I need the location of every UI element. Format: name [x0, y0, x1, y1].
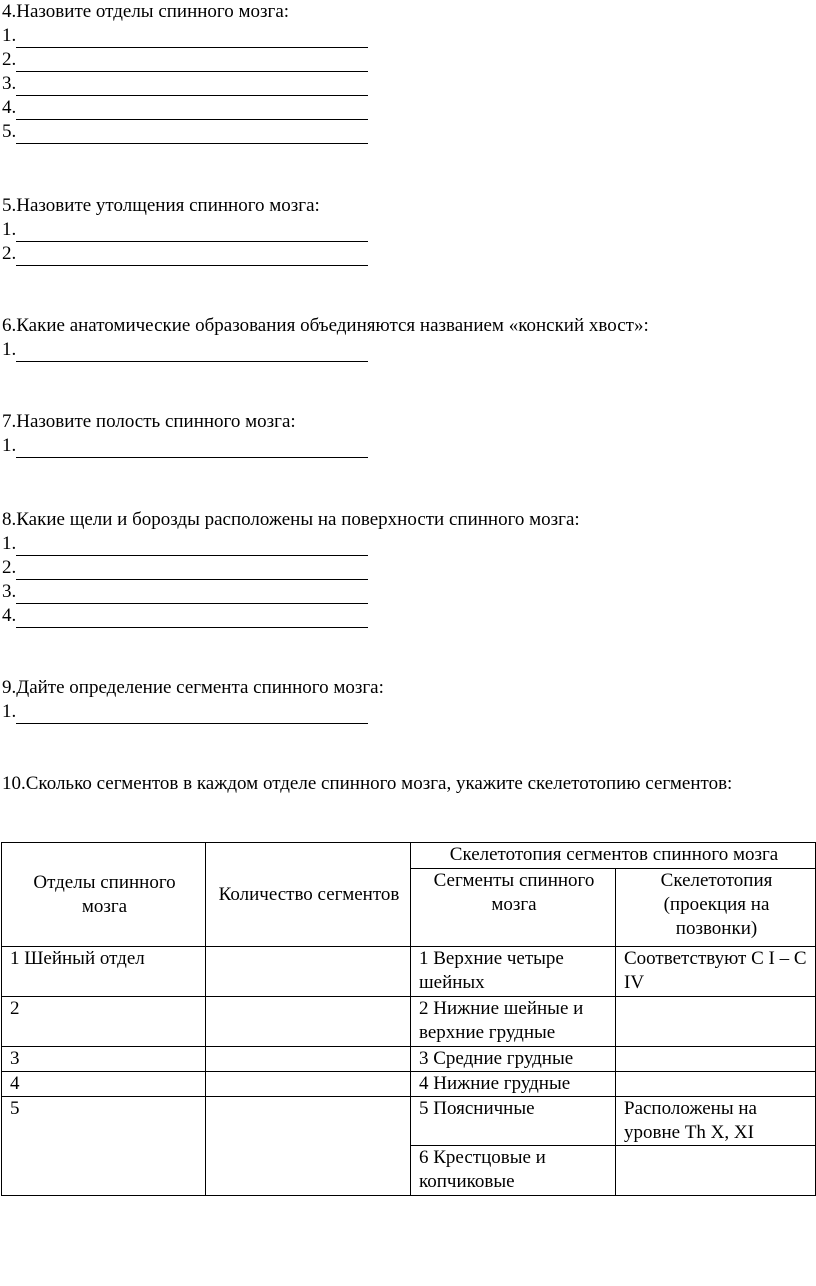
cell-segment: 1 Верхние четыре шейных: [411, 947, 616, 997]
cell-segment: 4 Нижние грудные: [411, 1072, 616, 1097]
answer-line[interactable]: [2, 72, 368, 96]
header-skeletotopy-group: Скелетотопия сегментов спинного мозга: [411, 843, 816, 869]
answer-number: 1.: [2, 25, 17, 46]
cell-projection[interactable]: [616, 1047, 816, 1072]
answer-number: 2.: [2, 49, 17, 70]
cell-division: 1 Шейный отдел: [2, 947, 206, 997]
question-title: 7.Назовите полость спинного мозга:: [2, 411, 296, 432]
answer-number: 1.: [2, 701, 17, 722]
cell-projection: Расположены на уровне Th X, XI: [616, 1097, 816, 1146]
answer-blank[interactable]: [16, 607, 368, 628]
question-6: [2, 314, 649, 362]
answer-number: 3.: [2, 581, 17, 602]
answer-number: 4.: [2, 97, 17, 118]
answer-line[interactable]: [2, 556, 580, 580]
question-7: [2, 410, 368, 458]
answer-line[interactable]: [2, 120, 368, 144]
answer-blank[interactable]: [16, 535, 368, 556]
cell-projection[interactable]: [616, 997, 816, 1047]
answer-number: 3.: [2, 73, 17, 94]
answer-number: 2.: [2, 557, 17, 578]
answer-line[interactable]: [2, 604, 580, 628]
question-title: 5.Назовите утолщения спинного мозга:: [2, 195, 320, 216]
question-10: [2, 772, 732, 796]
header-segment-count: Количество сегментов: [206, 843, 411, 947]
answer-blank[interactable]: [16, 245, 368, 266]
table-row: [2, 1047, 816, 1072]
cell-projection[interactable]: [616, 1072, 816, 1097]
answer-blank[interactable]: [16, 99, 368, 120]
answer-blank[interactable]: [16, 221, 368, 242]
cell-segment: 6 Крестцовые и копчиковые: [411, 1146, 616, 1196]
question-4: [2, 0, 368, 144]
question-title: 4.Назовите отделы спинного мозга:: [2, 1, 290, 22]
answer-blank[interactable]: [16, 75, 368, 96]
answer-line[interactable]: [2, 24, 368, 48]
cell-segment: 3 Средние грудные: [411, 1047, 616, 1072]
cell-division: 2: [2, 997, 206, 1047]
table-row: [2, 1072, 816, 1097]
cell-division: 5: [2, 1097, 206, 1196]
answer-number: 2.: [2, 243, 17, 264]
cell-division: 4: [2, 1072, 206, 1097]
question-title: 9.Дайте определение сегмента спинного мозга:: [2, 677, 384, 698]
header-segments: Сегменты спинного мозга: [411, 869, 616, 947]
answer-blank[interactable]: [16, 27, 368, 48]
question-8: [2, 508, 580, 628]
answer-blank[interactable]: [16, 341, 368, 362]
answer-blank[interactable]: [16, 703, 368, 724]
skeletotopy-table: [1, 842, 816, 1196]
answer-line[interactable]: [2, 96, 368, 120]
answer-number: 5.: [2, 121, 17, 142]
question-title: 8.Какие щели и борозды расположены на поверхности спинного мозга:: [2, 509, 580, 530]
answer-number: 4.: [2, 605, 17, 626]
header-projection: Скелетотопия (проекция на позвонки): [616, 869, 816, 947]
cell-count[interactable]: [206, 947, 411, 997]
answer-line[interactable]: [2, 338, 649, 362]
question-title: 6.Какие анатомические образования объединяются названием «конский хвост»:: [2, 315, 649, 336]
answer-line[interactable]: [2, 580, 580, 604]
answer-blank[interactable]: [16, 123, 368, 144]
cell-segment: 5 Поясничные: [411, 1097, 616, 1146]
answer-number: 1.: [2, 339, 17, 360]
table-header-row: [2, 843, 816, 869]
answer-blank[interactable]: [16, 583, 368, 604]
cell-projection[interactable]: [616, 1146, 816, 1196]
cell-division: 3: [2, 1047, 206, 1072]
answer-number: 1.: [2, 435, 17, 456]
answer-line[interactable]: [2, 218, 368, 242]
answer-line[interactable]: [2, 48, 368, 72]
answer-blank[interactable]: [16, 437, 368, 458]
cell-count[interactable]: [206, 1047, 411, 1072]
header-divisions: Отделы спинного мозга: [2, 843, 206, 947]
answer-blank[interactable]: [16, 559, 368, 580]
cell-count[interactable]: [206, 1097, 411, 1196]
answer-line[interactable]: [2, 434, 368, 458]
answer-line[interactable]: [2, 700, 384, 724]
table-row: [2, 997, 816, 1047]
cell-count[interactable]: [206, 1072, 411, 1097]
cell-projection: Соответствуют С I – С IV: [616, 947, 816, 997]
table-row: [2, 947, 816, 997]
question-title: 10.Сколько сегментов в каждом отделе спинного мозга, укажите скелетотопию сегментов:: [2, 773, 733, 794]
cell-segment: 2 Нижние шейные и верхние грудные: [411, 997, 616, 1047]
answer-line[interactable]: [2, 242, 368, 266]
answer-number: 1.: [2, 219, 17, 240]
table-row: [2, 1097, 816, 1146]
question-9: [2, 676, 384, 724]
cell-count[interactable]: [206, 997, 411, 1047]
answer-blank[interactable]: [16, 51, 368, 72]
answer-number: 1.: [2, 533, 17, 554]
answer-line[interactable]: [2, 532, 580, 556]
question-5: [2, 194, 368, 266]
